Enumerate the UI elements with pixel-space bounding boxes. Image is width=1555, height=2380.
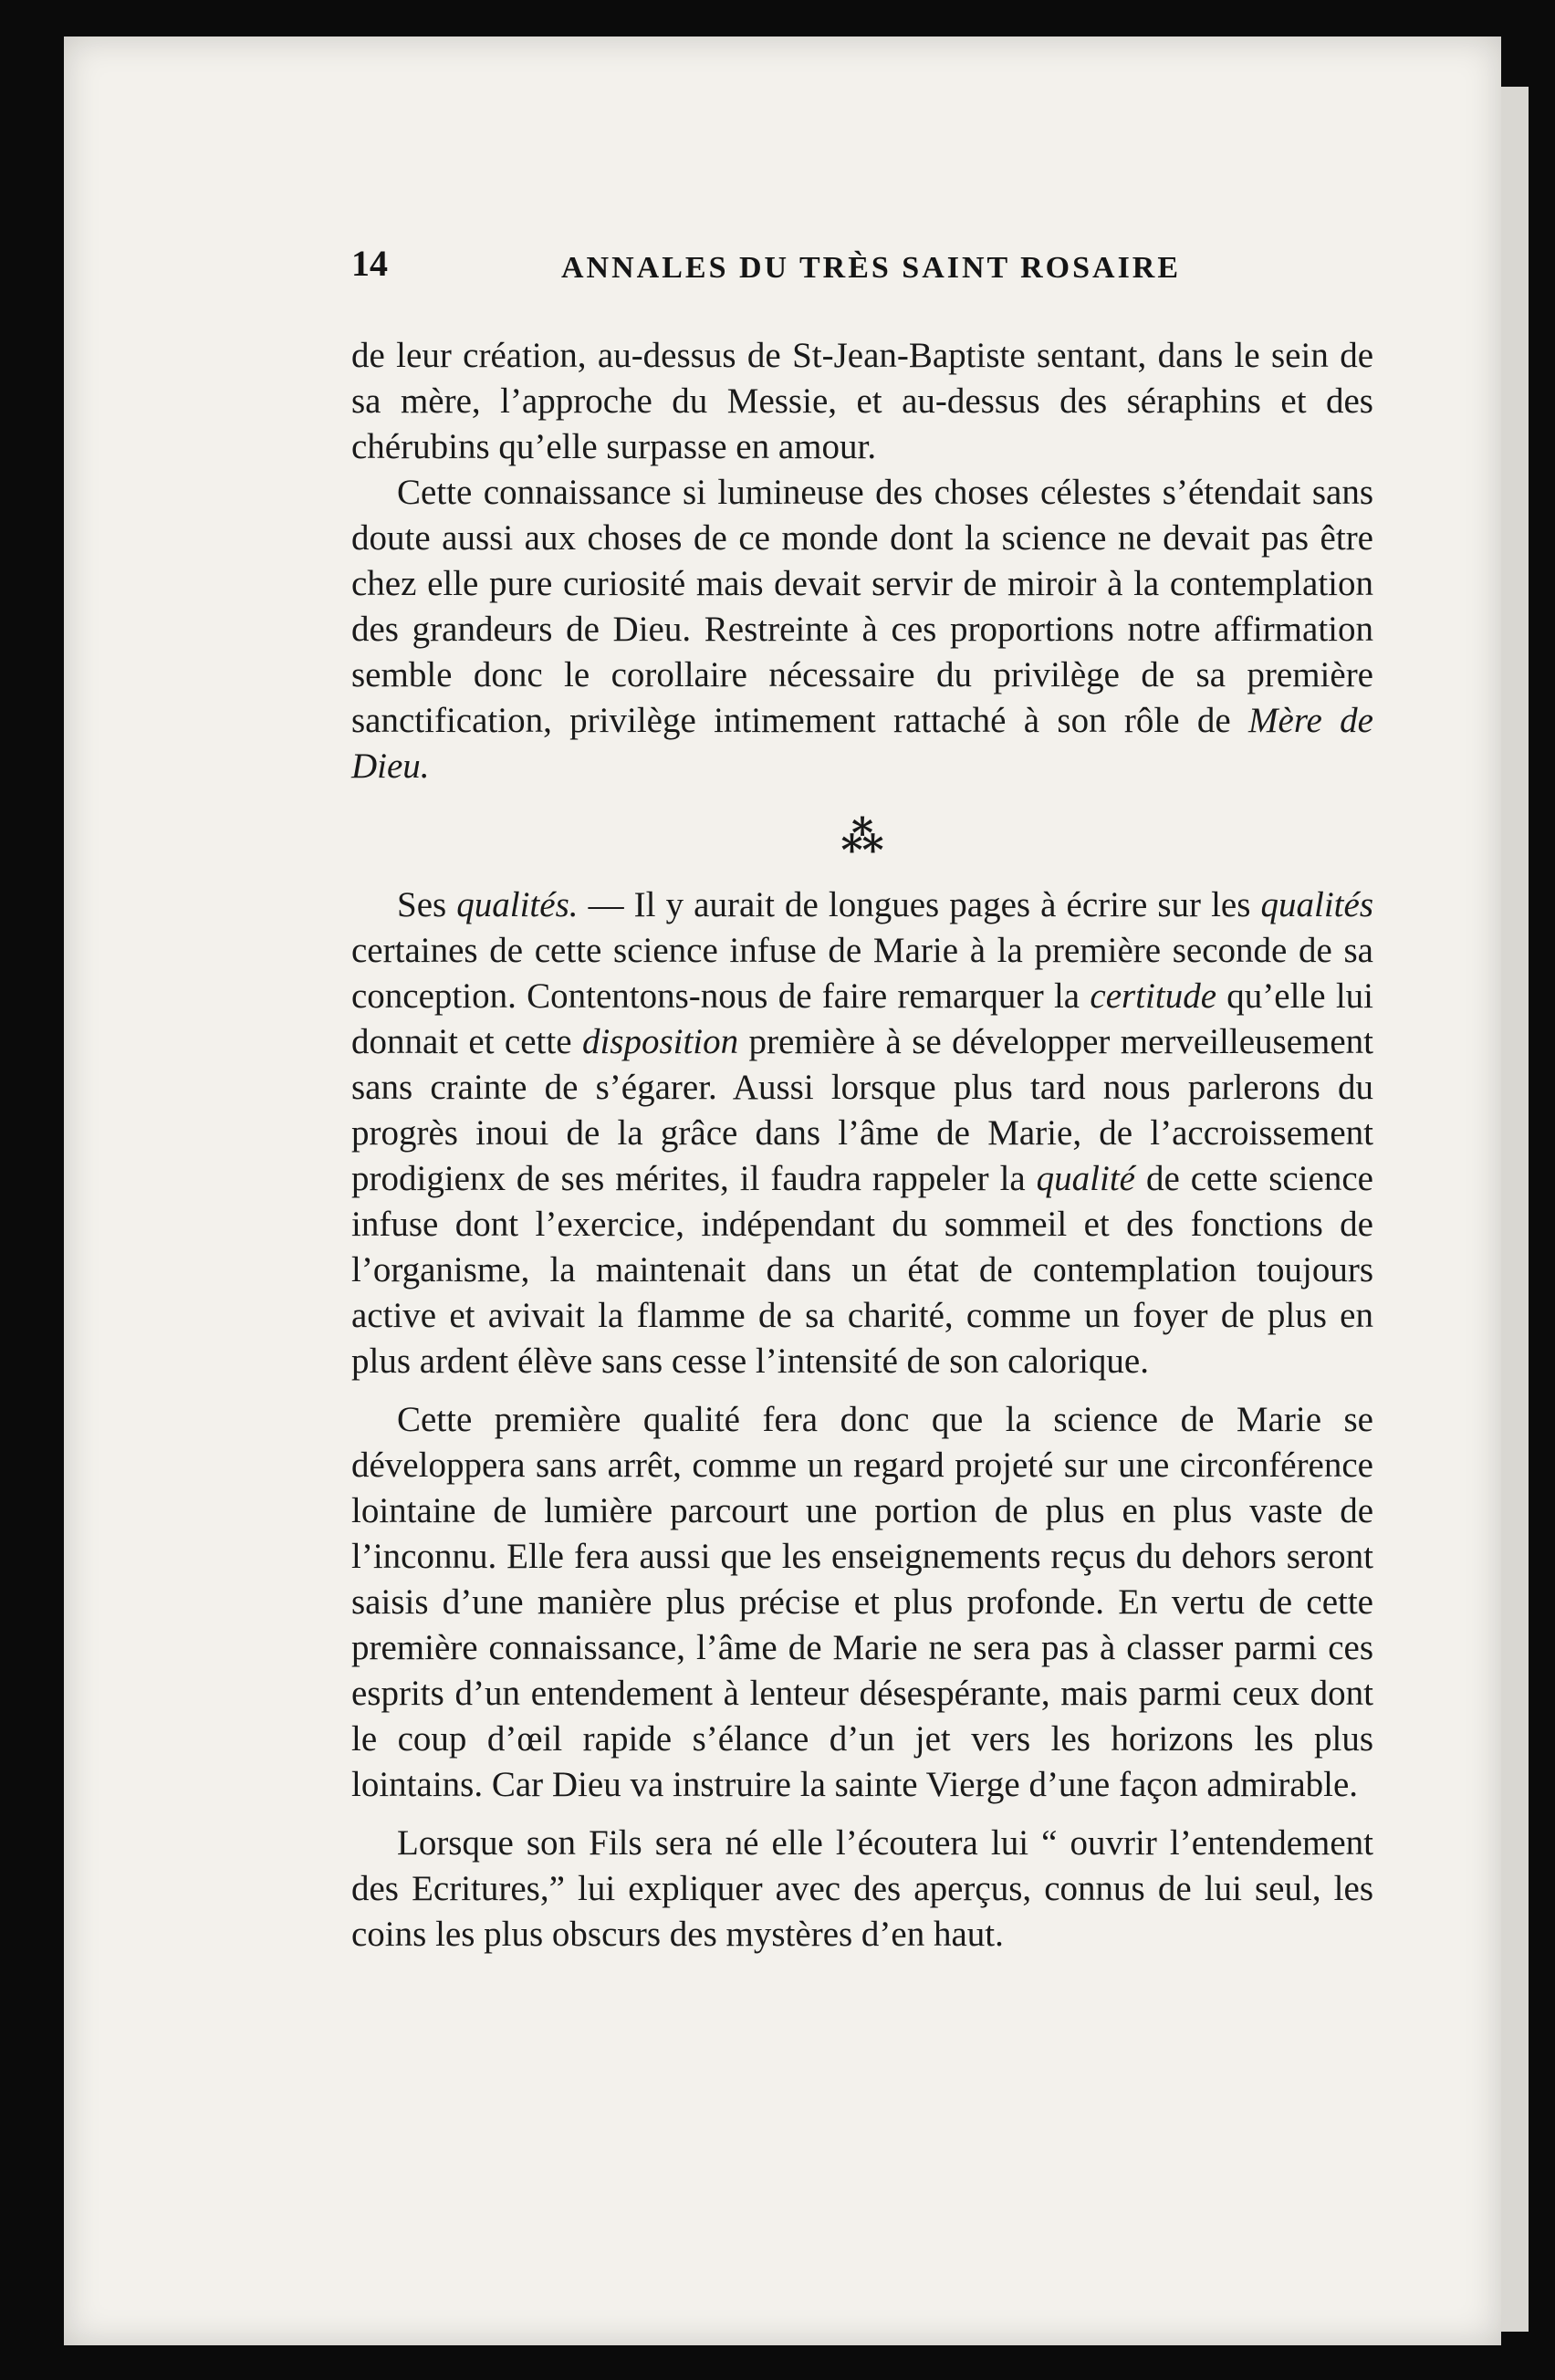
paragraph-3-italic-3: certitude — [1090, 976, 1217, 1016]
paragraph-3 — [351, 882, 1373, 1384]
paragraph-3-italic-5: qualité — [1036, 1159, 1135, 1198]
paragraph-3-text-a: Ses — [397, 885, 457, 924]
paragraph-gap — [351, 1384, 1373, 1397]
paragraph-3-italic-1: qualités. — [456, 885, 579, 924]
running-title: ANNALES DU TRÈS SAINT ROSAIRE — [561, 251, 1182, 285]
paragraph-2-text: Cette connaissance si lumineuse des choses célestes s’étendait sans doute aussi aux choses de ce monde dont la science ne devait pas être chez elle pure curiosité mais devait servir de miroir à la contemplation des grandeurs de Dieu. Restreinte à ces proportions notre affirmation semble donc le corollaire nécessaire du privilège de sa première sanctification, privilège intimement rattaché à son rôle de — [351, 473, 1373, 740]
paragraph-4: Cette première qualité fera donc que la science de Marie se développera sans arrêt, comme un regard projeté sur une circonférence lointaine de lumière parcourt une portion de plus en plus vaste de l’inconnu. Elle fera aussi que les enseignements reçus du dehors seront saisis d’une manière plus précise et plus profonde. En vertu de cette première connaissance, l’âme de Marie ne sera pas à classer parmi ces esprits d’un entendement à lenteur désespérante, mais parmi ceux dont le coup d’œil rapide s’élance d’un jet vers les horizons les plus lointains. Car Dieu va instruire la sainte Vierge d’une façon admirable. — [351, 1400, 1373, 1804]
paragraph-2-italic: Mère de Dieu. — [351, 701, 1373, 786]
page-edge — [1501, 87, 1529, 2332]
paragraph-3-text-f: de cette science infuse dont l’exercice, indépendant du sommeil et des fonctions de l’organisme, la maintenait dans un état de contemplation toujours active et avivait la flamme de sa charité, comme un foyer de plus en plus ardent élève sans cesse l’intensité de son calorique. — [351, 1159, 1373, 1381]
asterism-divider: ⁂ — [840, 814, 884, 861]
paragraph-3-text-c: certaines de cette science infuse de Marie à la première seconde de sa conception. Contentons-nous de faire remarquer la — [351, 931, 1373, 1016]
page-header — [351, 242, 1373, 297]
paragraph-5: Lorsque son Fils sera né elle l’écoutera lui “ ouvrir l’entendement des Ecritures,” lui expliquer avec des aperçus, connus de lui seul, les coins les plus obscurs des mystères d’en haut. — [351, 1823, 1373, 1954]
paragraph-3-text-e: première à se développer merveilleusement sans crainte de s’égarer. Aussi lorsque plus tard nous parlerons du progrès inoui de la grâce dans l’âme de Marie, de l’accroissement prodigienx de ses mérites, il faudra rappeler la — [351, 1022, 1373, 1198]
paragraph-1: de leur création, au-dessus de St-Jean-Baptiste sentant, dans le sein de sa mère, l’approche du Messie, et au-dessus des séraphins et des chérubins qu’elle surpasse en amour. — [351, 336, 1373, 466]
page-number: 14 — [351, 243, 388, 284]
body-text — [351, 333, 1373, 1957]
paragraph-3-italic-2: qualités — [1260, 885, 1373, 924]
paragraph-gap — [351, 1808, 1373, 1821]
paragraph-3-italic-4: disposition — [581, 1022, 739, 1061]
paragraph-3-text-b: — Il y aurait de longues pages à écrire sur les — [578, 885, 1261, 924]
paragraph-3-text-d: qu’elle lui donnait et cette — [351, 976, 1373, 1061]
paragraph-2 — [351, 470, 1373, 789]
